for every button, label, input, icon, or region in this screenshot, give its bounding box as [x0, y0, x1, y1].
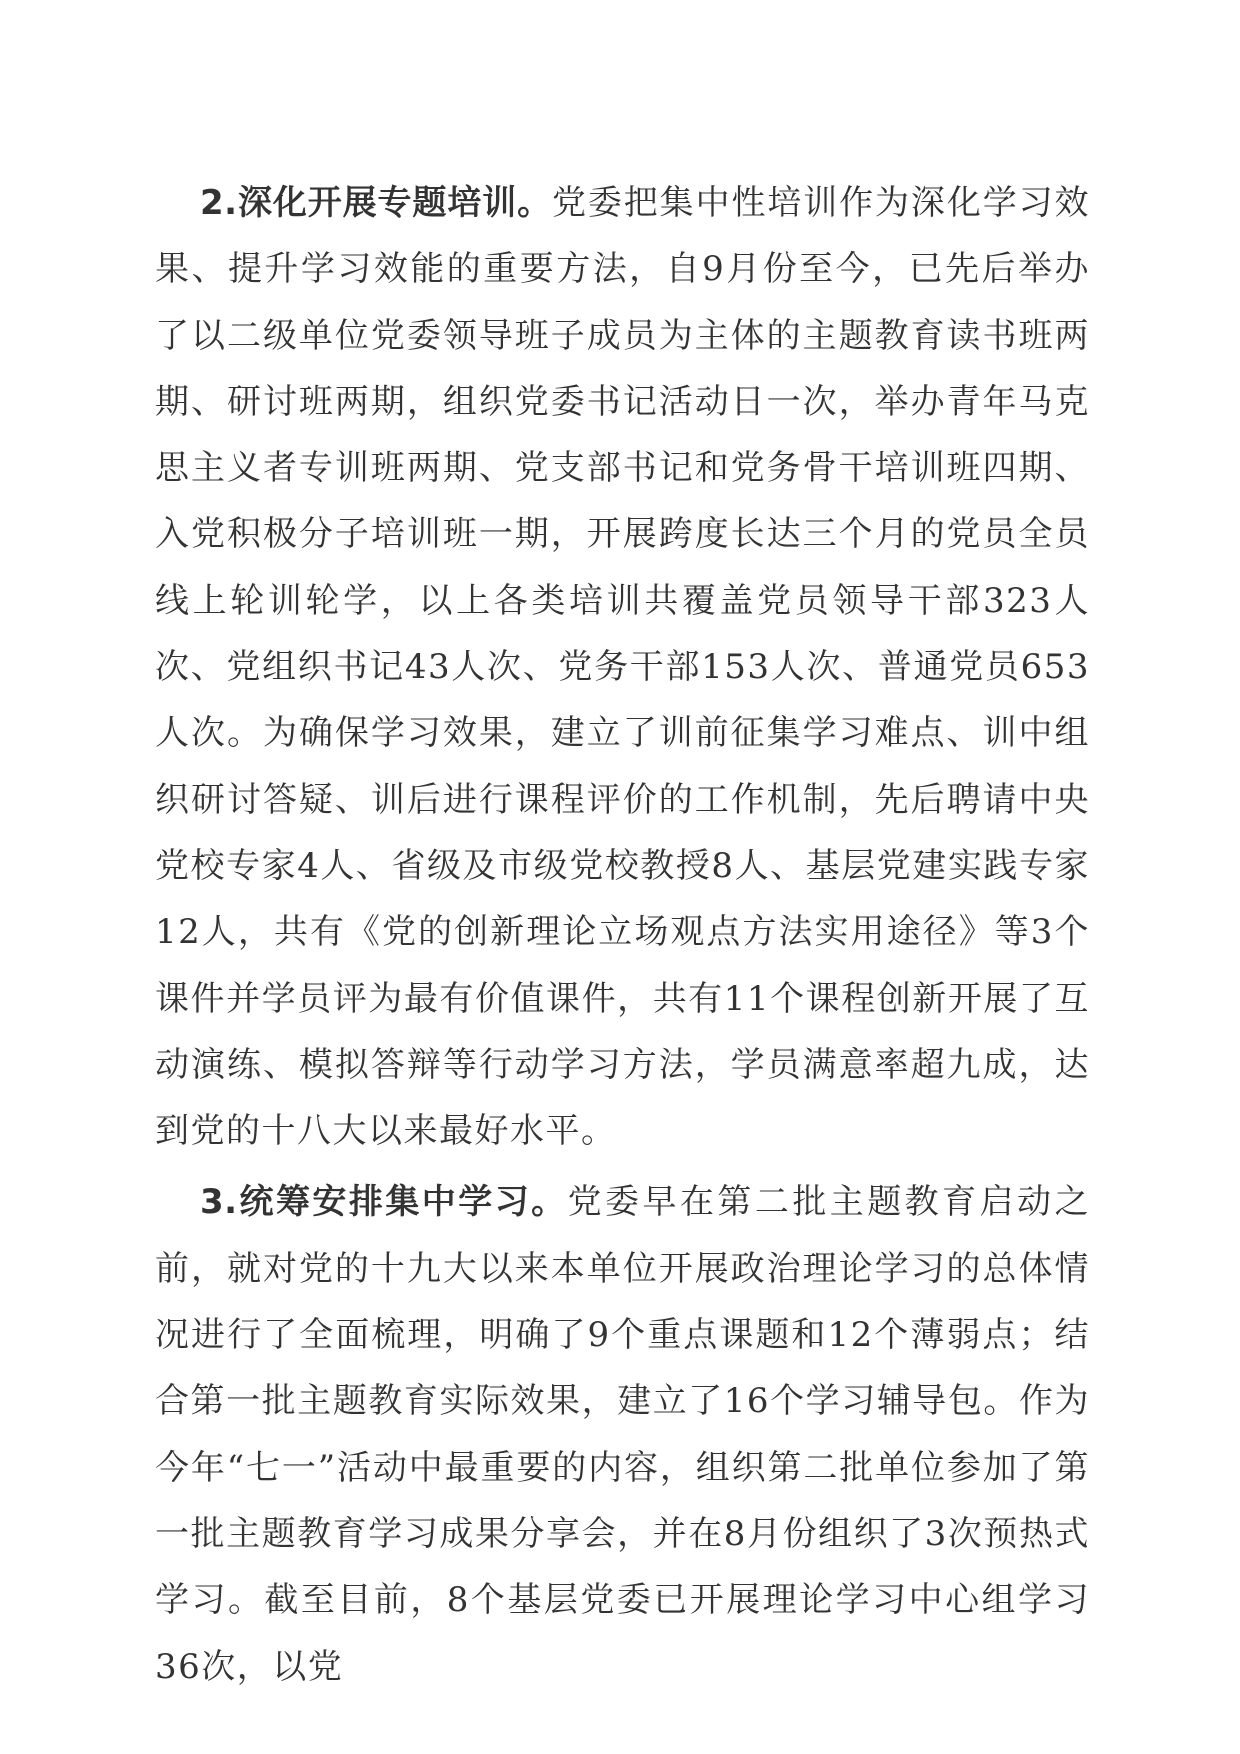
section-body: 党委把集中性培训作为深化学习效果、提升学习效能的重要方法，自9月份至今，已先后举办了以二级单位党委领导班子成员为主体的主题教育读书班两期、研讨班两期，组织党委书记活动日一次，举办青年马克思主义者专训班两期、党支部书记和党务骨干培训班四期、入党积极分子培训班一期，开展跨度长达三个月的党员全员线上轮训轮学，以上各类培训共覆盖党员领导干部323人次、党组织书记43人次、党务干部153人次、普通党员653人次。为确保学习效果，建立了训前征集学习难点、训中组织研讨答疑、训后进行课程评价的工作机制，先后聘请中央党校专家4人、省级及市级党校教授8人、基层党建实践专家12人，共有《党的创新理论立场观点方法实用途径》等3个课件并学员评为最有价值课件，共有11个课程创新开展了互动演练、模拟答辩等行动学习方法，学员满意率超九成，达到党的十八大以来最好水平。	[155, 183, 1090, 1152]
section-body: 党委早在第二批主题教育启动之前，就对党的十九大以来本单位开展政治理论学习的总体情况进行了全面梳理，明确了9个重点课题和12个薄弱点；结合第一批主题教育实际效果，建立了16个学习辅导包。作为今年“七一”活动中最重要的内容，组织第二批单位参加了第一批主题教育学习成果分享会，并在8月份组织了3次预热式学习。截至目前，8个基层党委已开展理论学习中心组学习36次，以党	[155, 1182, 1090, 1687]
section-centralized-study	[155, 1169, 1090, 1699]
document-page	[155, 170, 1090, 1700]
section-training	[155, 170, 1090, 1164]
section-heading: 3.统筹安排集中学习。	[200, 1182, 568, 1223]
section-heading: 2.深化开展专题培训。	[200, 183, 552, 223]
